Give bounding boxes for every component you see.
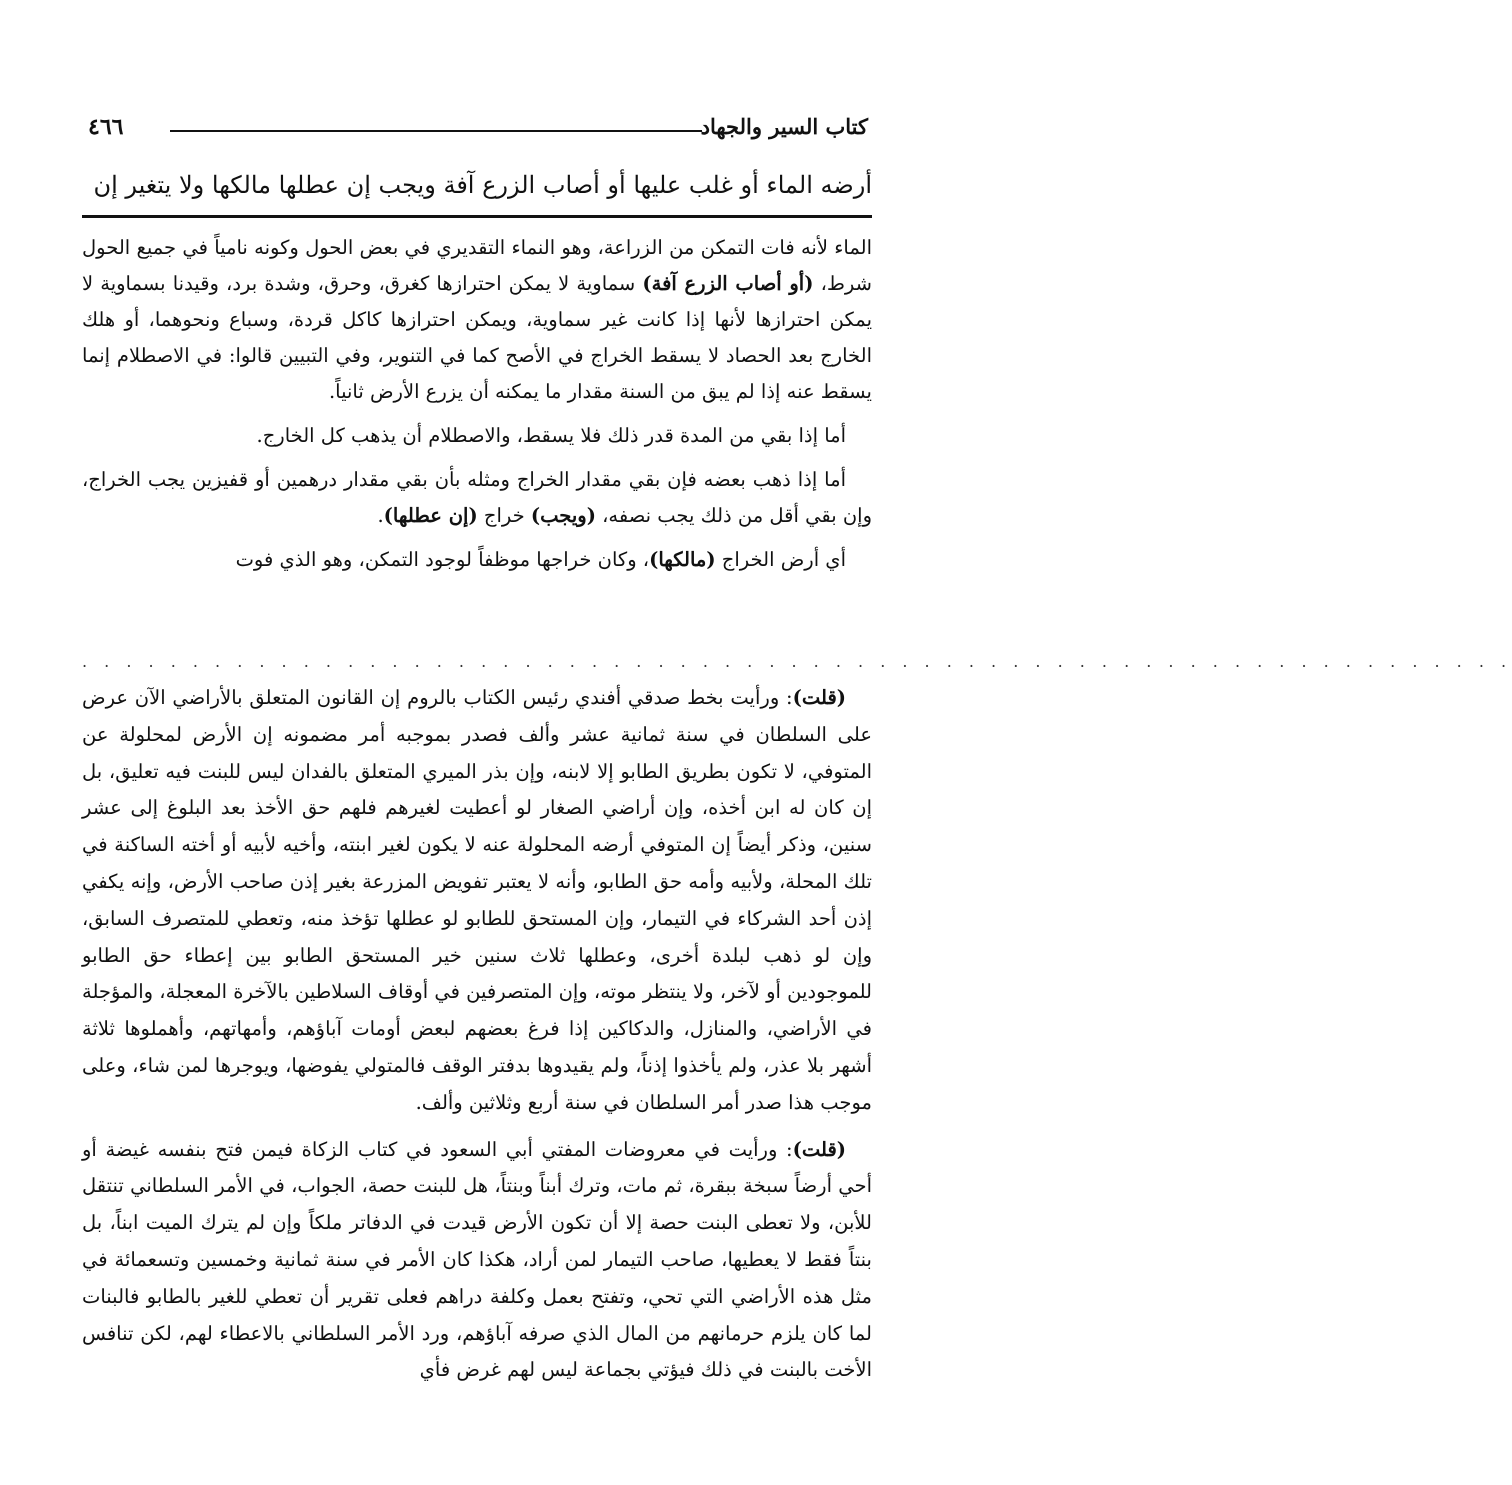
running-header <box>82 112 872 146</box>
sharh-paragraph: أما إذا بقي من المدة قدر ذلك فلا يسقط، والاصطلام أن يذهب كل الخارج. <box>256 424 846 447</box>
matn-text: أرضه الماء أو غلب عليها أو أصاب الزرع آفة ويجب إن عطلها مالكها ولا يتغير إن <box>93 171 872 199</box>
book-title: كتاب السير والجهاد <box>700 114 868 139</box>
note-paragraph: (قلت): ورأيت بخط صدقي أفندي رئيس الكتاب بالروم إن القانون المتعلق بالأراضي الآن عرض على السلطان في سنة ثمانية عشر وألف فصدر بموجبه أمر مضمونه إن الأرض لمحلولة عن المتوفي، لا تكون بطريق الطابو إلا لابنه، وإن بذر الميري المتعلق بالفدان ليس للبنت فيه تعليق، بل إن كان له ابن أخذه، وإن أراضي الصغار لو أعطيت لغيرهم فلهم حق الأخذ بعد البلوغ إلى عشر سنين، وذكر أيضاً إن المتوفي أرضه المحلولة عنه لا يكون لغير ابنته، وأخيه لأبيه أو أخته الساكنة في تلك المحلة، ولأبيه وأمه حق الطابو، وأنه لا يعتبر تفويض المزرعة بغير إذن صاحب الأرض، وإنه يكفي إذن أحد الشركاء في التيمار، وإن المستحق للطابو لو عطلها تؤخذ منه، وتعطي للمتصرف السابق، وإن لو ذهب لبلدة أخرى، وعطلها ثلاث سنين خير المستحق الطابو بين إعطاء حق الطابو للموجودين أو لآخر، ولا ينتظر موته، وإن المتصرفين في أوقاف السلاطين بالآخرة المعجلة، والمؤجلة في الأراضي، والمنازل، والدكاكين إذا فرغ بعضهم لبعض أومات آباؤهم، وأمهاتهم، وأهملوها ثلاثة أشهر بلا عذر، ولم يأخذوا إذناً، ولم يقيدوها بدفتر الوقف فالمتولي يفوضها، ويوجرها لمن شاء، وعلى موجب هذا صدر أمر السلطان في سنة أربع وثلاثين وألف. <box>81 686 872 1114</box>
sharh-commentary <box>82 230 872 578</box>
sharh-paragraph: أما إذا ذهب بعضه فإن بقي مقدار الخراج ومثله بأن بقي مقدار درهمين أو قفيزين يجب الخراج، وإن بقي أقل من ذلك يجب نصفه، (ويجب) خراج (إن عطلها). <box>82 468 872 527</box>
matn-separator <box>82 215 872 218</box>
quoted-matn: (إن عطلها) <box>383 504 478 527</box>
quoted-matn: (أو أصاب الزرع آفة) <box>642 272 814 295</box>
sharh-paragraph: أي أرض الخراج (مالكها)، وكان خراجها موظفاً لوجود التمكن، وهو الذي فوت <box>235 548 846 571</box>
header-rule <box>170 130 702 132</box>
page-number: ٤٦٦ <box>88 114 124 140</box>
note-label: (قلت) <box>792 1137 846 1161</box>
sharh-paragraph: الماء لأنه فات التمكن من الزراعة، وهو النماء التقديري في بعض الحول وكونه نامياً في جميع الحول شرط، (أو أصاب الزرع آفة) سماوية لا يمكن احترازها كغرق، وحرق، وشدة برد، وقيدنا بسماوية لا يمكن احترازها لأنها إذا كانت غير سماوية، ويمكن احترازها كاكل قردة، وسباع ونحوهما، أو هلك الخارج بعد الحصاد لا يسقط الخراج في الأصح كما في التنوير، وفي التبيين قالوا: في الاصطلام إنما يسقط عنه إذا لم يبق من السنة مقدار ما يمكنه أن يزرع الأرض ثانياً. <box>82 236 873 403</box>
hashiya-notes <box>82 680 872 1389</box>
note-paragraph: (قلت): ورأيت في معروضات المفتي أبي السعود في كتاب الزكاة فيمن فتح بنفسه غيضة أو أحي أرضاً سبخة ببقرة، ثم مات، وترك أبناً وبنتاً، هل للبنت حصة، الجواب، في الأمر السلطاني تنتقل للأبن، ولا تعطى البنت حصة إلا أن تكون الأرض قيدت في الدفاتر ملكاً وإن لم يترك الميت ابناً، بل بنتاً فقط لا يعطيها، صاحب التيمار لمن أراد، هكذا كان الأمر في سنة ثمانية وخمسين وتسعمائة في مثل هذه الأراضي التي تحي، وتفتح بعمل وكلفة دراهم فعلى تقرير أن تعطي للغير بالطابو فالبنات لما كان يلزم حرمانهم من المال الذي صرفه آباؤهم، ورد الأمر السلطاني بالاعطاء لهم، لكن تنافس الأخت بالبنت في ذلك فيؤتي بجماعة ليس لهم غرض فأي <box>82 1137 872 1382</box>
book-page <box>81 0 1512 1485</box>
dotted-separator: . . . . . . . . . . . . . . . . . . . . . . . . . . . . . . . . . . . . . . . . . . . . . . . . . . . . . . . . . . . . . . . . . <box>82 652 1512 671</box>
quoted-matn: (مالكها) <box>649 548 716 571</box>
quoted-matn: (ويجب) <box>530 504 596 527</box>
note-label: (قلت) <box>792 686 846 709</box>
